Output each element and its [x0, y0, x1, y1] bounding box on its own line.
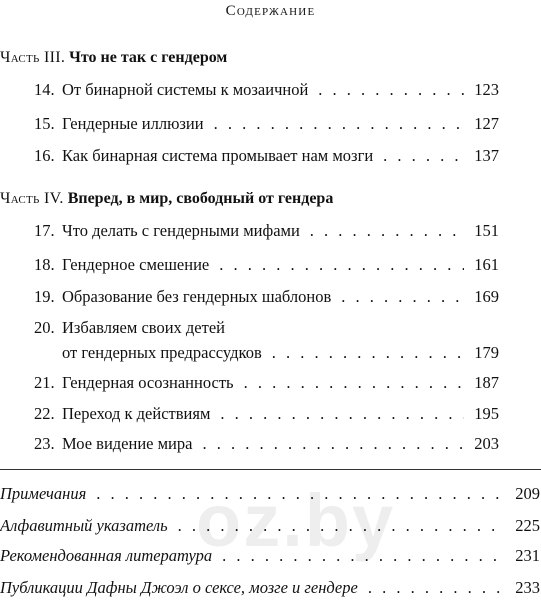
chapter-title: Как бинарная система промывает нам мозги — [62, 146, 374, 165]
chapter-number: 20. — [34, 318, 55, 337]
toc-entry-23[interactable] — [34, 434, 499, 454]
section-divider — [0, 469, 541, 470]
chapter-number: 21. — [34, 373, 55, 392]
part-label: Часть IV. — [0, 190, 64, 207]
chapter-title: Мое видение мира — [62, 434, 193, 453]
chapter-title: Образование без гендерных шаблонов — [62, 287, 332, 306]
watermark: oz.by — [196, 479, 396, 562]
chapter-title-line1: Избавляем своих детей — [62, 318, 225, 337]
dot-leader — [96, 484, 505, 504]
dot-leader — [220, 404, 464, 424]
part-title: Что не так с гендером — [69, 49, 228, 66]
chapter-number: 15. — [34, 114, 55, 133]
entry-title: Примечания — [0, 484, 87, 503]
toc-entry-15[interactable] — [34, 114, 499, 134]
dot-leader — [219, 255, 464, 275]
dot-leader — [318, 80, 464, 100]
chapter-title: Что делать с гендерными мифами — [62, 221, 300, 240]
chapter-title: От бинарной системы к мозаичной — [62, 80, 309, 99]
toc-entry-index[interactable] — [0, 516, 540, 536]
page-number: 233 — [515, 578, 540, 597]
page-number: 127 — [474, 114, 499, 133]
page-number: 161 — [474, 255, 499, 274]
page-number: 137 — [474, 146, 499, 165]
toc-entry-notes[interactable] — [0, 484, 540, 504]
page-number: 231 — [515, 546, 540, 565]
toc-entry-21[interactable] — [34, 373, 499, 393]
chapter-number: 23. — [34, 434, 55, 453]
page-number: 195 — [474, 404, 499, 423]
chapter-title: Гендерные иллюзии — [62, 114, 204, 133]
dot-leader — [272, 343, 465, 363]
chapter-number: 17. — [34, 221, 55, 240]
part-title: Вперед, в мир, свободный от гендера — [67, 190, 334, 207]
page-number: 225 — [515, 516, 540, 535]
toc-entry-16[interactable] — [34, 146, 499, 166]
page-number: 151 — [474, 221, 499, 240]
page-number: 123 — [474, 80, 499, 99]
dot-leader — [310, 221, 464, 241]
chapter-title: Гендерное смешение — [62, 255, 210, 274]
toc-entry-18[interactable] — [34, 255, 499, 275]
page-header: Содержание — [225, 3, 316, 19]
dot-leader — [214, 114, 465, 134]
chapter-number: 18. — [34, 255, 55, 274]
chapter-title-line2: от гендерных предрассудков — [62, 343, 262, 362]
toc-entry-22[interactable] — [34, 404, 499, 424]
toc-entry-19[interactable] — [34, 287, 499, 307]
dot-leader — [222, 546, 505, 566]
dot-leader — [341, 287, 464, 307]
chapter-title: Гендерная осознанность — [62, 373, 234, 392]
page-number: 169 — [474, 287, 499, 306]
toc-entry-17[interactable] — [34, 221, 499, 241]
dot-leader — [202, 434, 464, 454]
toc-entry-20-line1[interactable] — [34, 318, 499, 338]
dot-leader — [244, 373, 465, 393]
part-heading-3 — [0, 49, 227, 67]
part-heading-4 — [0, 190, 333, 208]
toc-entry-recommended-reading[interactable] — [0, 546, 540, 566]
page-number: 187 — [474, 373, 499, 392]
dot-leader — [178, 516, 506, 536]
dot-leader — [383, 146, 464, 166]
chapter-title: Переход к действиям — [62, 404, 211, 423]
page-number: 179 — [474, 343, 499, 362]
dot-leader — [368, 578, 505, 598]
toc-entry-20-line2[interactable] — [34, 343, 499, 363]
entry-title: Публикации Дафны Джоэл о сексе, мозге и гендере — [0, 578, 358, 597]
page-number: 209 — [515, 484, 540, 503]
chapter-number: 22. — [34, 404, 55, 423]
chapter-number: 16. — [34, 146, 55, 165]
part-label: Часть III. — [0, 49, 66, 66]
chapter-number: 19. — [34, 287, 55, 306]
page-number: 203 — [474, 434, 499, 453]
toc-entry-14[interactable] — [34, 80, 499, 100]
entry-title: Алфавитный указатель — [0, 516, 168, 535]
entry-title: Рекомендованная литература — [0, 546, 213, 565]
toc-entry-publications[interactable] — [0, 578, 540, 598]
chapter-number: 14. — [34, 80, 55, 99]
